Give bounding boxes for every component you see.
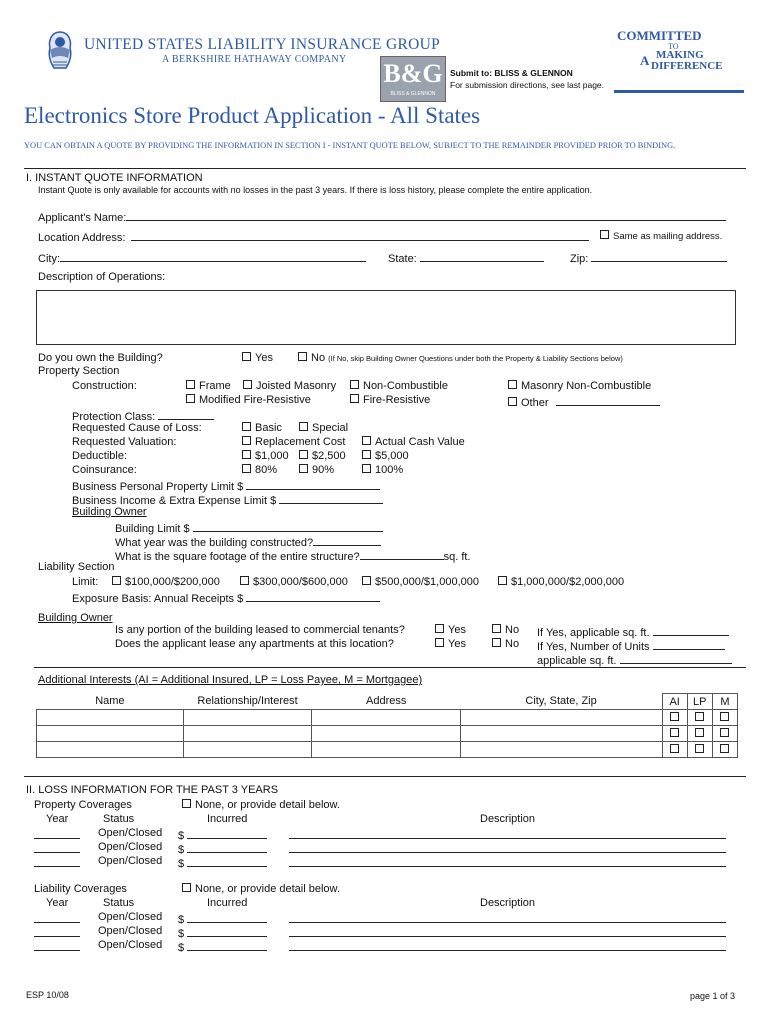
ai-address-cell[interactable] — [312, 726, 461, 742]
zip-row — [570, 250, 727, 265]
sqft-unit: sq. ft. — [443, 551, 471, 563]
opt-basic — [242, 422, 282, 434]
q1-no-checkbox[interactable] — [492, 624, 501, 633]
modified-label: Modified Fire-Resistive — [199, 394, 311, 406]
frame-checkbox[interactable] — [186, 380, 195, 389]
q2-no-checkbox[interactable] — [492, 638, 501, 647]
opt-fire-res — [350, 394, 430, 406]
bpp-field[interactable] — [246, 478, 380, 490]
same-mailing-checkbox[interactable] — [600, 230, 609, 239]
opt-frame — [186, 380, 231, 392]
lp-checkbox-cell — [687, 710, 712, 726]
ai-city-cell[interactable] — [461, 726, 663, 742]
state-row — [388, 250, 544, 265]
zip-field[interactable] — [591, 250, 727, 262]
eagle-seal-icon — [44, 28, 76, 74]
section1-note: Instant Quote is only available for accounts with no losses in the past 3 years. If there is loss history, please complete the entire application. — [38, 185, 593, 195]
list-item — [34, 855, 80, 870]
loss-status[interactable]: Open/Closed — [98, 855, 163, 867]
own-no — [298, 352, 623, 364]
m-checkbox-cell — [712, 742, 737, 758]
bpp-row — [72, 478, 380, 493]
q2-follow-row — [537, 638, 725, 653]
section2-rule — [24, 776, 746, 777]
table-row — [37, 742, 738, 758]
l2-checkbox[interactable] — [240, 576, 249, 585]
slogan-to: TO — [668, 42, 679, 51]
additional-interests-table — [36, 693, 738, 758]
additional-heading: Additional Interests (AI = Additional Insured, LP = Loss Payee, M = Mortgagee) — [38, 674, 423, 686]
ai-address-cell[interactable] — [312, 710, 461, 726]
opt-c1 — [242, 464, 277, 476]
slogan-a: A — [640, 53, 650, 68]
d2-label: $2,500 — [312, 450, 346, 462]
loss-description — [289, 939, 726, 954]
opt-replacement — [242, 436, 346, 448]
col-city: City, State, Zip — [525, 695, 597, 708]
opt-l1 — [112, 576, 220, 588]
loss-year-field[interactable] — [34, 925, 80, 937]
loss-year-field[interactable] — [34, 911, 80, 923]
submit-to: Submit to: BLISS & GLENNON — [450, 68, 573, 78]
opt-other — [508, 394, 660, 409]
fire-res-label: Fire-Resistive — [363, 394, 431, 406]
loss-incurred-field[interactable] — [187, 841, 267, 853]
property-none-label: None, or provide detail below. — [195, 799, 340, 811]
q2-follow-label: If Yes, Number of Units — [537, 641, 650, 653]
liability-cov-label: Liability Coverages — [34, 883, 127, 895]
year-built-label: What year was the building constructed? — [115, 537, 314, 549]
dollar-sign: $ — [178, 928, 185, 940]
sqft-field[interactable] — [360, 548, 444, 560]
bldg-limit-label: Building Limit $ — [115, 523, 190, 535]
special-checkbox[interactable] — [299, 422, 308, 431]
section1-rule — [24, 168, 746, 169]
q2-no-label: No — [505, 638, 520, 650]
ai-relationship-cell[interactable] — [183, 742, 312, 758]
additional-rule — [34, 667, 746, 668]
bg-logo-text: B&G — [383, 59, 443, 88]
state-label: State: — [388, 253, 417, 265]
location-row — [38, 229, 589, 244]
opt-c3 — [362, 464, 403, 476]
lp-checkbox-cell — [687, 726, 712, 742]
bldg-limit-field[interactable] — [193, 520, 383, 532]
lease-apartments-label: Does the applicant lease any apartments at this location? — [115, 638, 394, 650]
lease-commercial-label: Is any portion of the building leased to commercial tenants? — [115, 624, 405, 636]
d3-label: $5,000 — [375, 450, 409, 462]
q2-yes-label: Yes — [448, 638, 466, 650]
property-none-checkbox[interactable] — [182, 799, 191, 808]
l4-label: $1,000,000/$2,000,000 — [511, 576, 625, 588]
ai-checkbox[interactable] — [670, 712, 679, 721]
opt-d1 — [242, 450, 289, 462]
q2-follow2-row — [537, 652, 732, 667]
ai-checkbox-cell — [662, 726, 687, 742]
slogan-rule — [614, 90, 744, 93]
ai-name-cell[interactable] — [37, 726, 184, 742]
loss-description — [289, 827, 726, 842]
property-cov-label: Property Coverages — [34, 799, 132, 811]
ai-checkbox-cell — [662, 742, 687, 758]
l3-label: $500,000/$1,000,000 — [375, 576, 479, 588]
col-lp: LP — [687, 694, 712, 710]
fire-res-checkbox[interactable] — [350, 394, 359, 403]
section1-heading: I. INSTANT QUOTE INFORMATION — [26, 172, 203, 184]
property-incurred-header: Incurred — [207, 813, 248, 825]
liability-description-header: Description — [480, 897, 536, 909]
same-mailing-row — [600, 230, 722, 242]
opt-joisted — [243, 380, 336, 392]
description-label: Description of Operations: — [38, 271, 166, 283]
ai-city-cell[interactable] — [461, 710, 663, 726]
q2-follow2-label: applicable sq. ft. — [537, 655, 617, 667]
loss-status[interactable]: Open/Closed — [98, 939, 163, 951]
property-status-header: Status — [103, 813, 135, 825]
loss-description — [289, 855, 726, 870]
d1-checkbox[interactable] — [242, 450, 251, 459]
bi-label: Business Income & Extra Expense Limit $ — [72, 495, 277, 507]
q1-follow-row — [537, 624, 729, 639]
exposure-row — [72, 590, 380, 605]
loss-description-field[interactable] — [289, 855, 726, 867]
loss-incurred — [178, 855, 267, 870]
exposure-label: Exposure Basis: Annual Receipts $ — [72, 593, 244, 605]
loss-incurred-field[interactable] — [187, 925, 267, 937]
loss-incurred-field[interactable] — [187, 827, 267, 839]
liability-status-header: Status — [103, 897, 135, 909]
q2-no — [492, 638, 519, 650]
l1-checkbox[interactable] — [112, 576, 121, 585]
liability-year-header: Year — [46, 897, 69, 909]
modified-checkbox[interactable] — [186, 394, 195, 403]
opt-modified — [186, 394, 311, 406]
c1-checkbox[interactable] — [242, 464, 251, 473]
loss-incurred — [178, 939, 267, 954]
q1-yes-label: Yes — [448, 624, 466, 636]
ai-relationship-cell[interactable] — [183, 710, 312, 726]
table-header-row — [37, 694, 738, 710]
loss-description — [289, 911, 726, 926]
m-checkbox[interactable] — [720, 744, 729, 753]
loss-description — [289, 841, 726, 856]
coinsurance-label: Coinsurance: — [72, 464, 137, 476]
own-building-label: Do you own the Building? — [38, 352, 163, 364]
q1-yes — [435, 624, 466, 636]
q2-units-field[interactable] — [653, 638, 725, 650]
own-note: (If No, skip Building Owner Questions under both the Property & Liability Sections below) — [328, 354, 623, 363]
loss-year-field[interactable] — [34, 841, 80, 853]
loss-status[interactable]: Open/Closed — [98, 841, 163, 853]
liability-none-label: None, or provide detail below. — [195, 883, 340, 895]
sqft-label: What is the square footage of the entire structure? — [115, 551, 360, 563]
loss-incurred-field[interactable] — [187, 911, 267, 923]
liability-none — [182, 883, 340, 895]
q1-no-label: No — [505, 624, 520, 636]
page-number: page 1 of 3 — [690, 991, 736, 1001]
col-ai: AI — [662, 694, 687, 710]
m-checkbox-cell — [712, 710, 737, 726]
deductible-label: Deductible: — [72, 450, 128, 462]
list-item — [34, 827, 80, 842]
zip-label: Zip: — [570, 253, 589, 265]
lp-checkbox[interactable] — [695, 744, 704, 753]
same-mailing-label: Same as mailing address. — [613, 231, 723, 242]
loss-incurred — [178, 841, 267, 856]
form-number: ESP 10/08 — [26, 990, 69, 1000]
applicant-field[interactable] — [126, 209, 726, 221]
bg-logo-sub: BLISS & GLENNON — [390, 91, 436, 97]
own-no-label: No — [311, 352, 326, 364]
location-label: Location Address: — [38, 232, 126, 244]
year-built-row — [115, 534, 381, 549]
loss-incurred — [178, 911, 267, 926]
q1-yes-checkbox[interactable] — [435, 624, 444, 633]
q2-yes — [435, 638, 466, 650]
noncomb-checkbox[interactable] — [350, 380, 359, 389]
l1-label: $100,000/$200,000 — [125, 576, 220, 588]
lp-checkbox[interactable] — [695, 728, 704, 737]
liability-none-checkbox[interactable] — [182, 883, 191, 892]
slogan-committed: COMMITTED — [617, 28, 702, 43]
lp-checkbox[interactable] — [695, 712, 704, 721]
opt-c2 — [299, 464, 334, 476]
loss-description — [289, 925, 726, 940]
opt-d2 — [299, 450, 346, 462]
location-field[interactable] — [131, 229, 589, 241]
own-no-checkbox[interactable] — [298, 352, 307, 361]
m-checkbox[interactable] — [720, 728, 729, 737]
c3-label: 100% — [375, 464, 404, 476]
state-field[interactable] — [420, 250, 544, 262]
loss-status[interactable]: Open/Closed — [98, 925, 163, 937]
limit-label: Limit: — [72, 576, 99, 588]
acv-checkbox[interactable] — [362, 436, 371, 445]
bi-row — [72, 492, 383, 507]
q2-yes-checkbox[interactable] — [435, 638, 444, 647]
bldg-limit-row — [115, 520, 383, 535]
opt-noncomb — [350, 380, 448, 392]
q1-sqft-field[interactable] — [653, 624, 729, 636]
dollar-sign: $ — [178, 914, 185, 926]
property-year-header: Year — [46, 813, 69, 825]
q1-follow-label: If Yes, applicable sq. ft. — [537, 627, 650, 639]
other-field[interactable] — [556, 394, 660, 406]
loss-description-field[interactable] — [289, 841, 726, 853]
applicant-row — [38, 209, 726, 224]
d3-checkbox[interactable] — [362, 450, 371, 459]
section2-heading: II. LOSS INFORMATION FOR THE PAST 3 YEARS — [26, 784, 279, 796]
col-address: Address — [366, 695, 407, 708]
replacement-label: Replacement Cost — [255, 436, 346, 448]
d2-checkbox[interactable] — [299, 450, 308, 459]
dollar-sign: $ — [178, 858, 185, 870]
city-row — [38, 250, 366, 265]
l4-checkbox[interactable] — [498, 576, 507, 585]
ai-address-cell[interactable] — [312, 742, 461, 758]
submit-note: For submission directions, see last page. — [450, 80, 605, 90]
property-none — [182, 799, 340, 811]
own-yes — [242, 352, 273, 364]
q1-no — [492, 624, 519, 636]
ai-city-cell[interactable] — [461, 742, 663, 758]
noncomb-label: Non-Combustible — [363, 380, 448, 392]
c2-checkbox[interactable] — [299, 464, 308, 473]
loss-description-field[interactable] — [289, 925, 726, 937]
liability-heading: Liability Section — [38, 561, 115, 573]
l3-checkbox[interactable] — [362, 576, 371, 585]
q2-sqft-field[interactable] — [620, 652, 732, 664]
special-label: Special — [312, 422, 349, 434]
dollar-sign: $ — [178, 830, 185, 842]
ai-checkbox[interactable] — [670, 728, 679, 737]
replacement-checkbox[interactable] — [242, 436, 251, 445]
own-yes-label: Yes — [255, 352, 273, 364]
property-description-header: Description — [480, 813, 536, 825]
ai-checkbox[interactable] — [670, 744, 679, 753]
table-row — [37, 710, 738, 726]
protection-field[interactable] — [158, 408, 214, 420]
city-label: City: — [38, 253, 60, 265]
joisted-label: Joisted Masonry — [256, 380, 337, 392]
bpp-label: Business Personal Property Limit $ — [72, 481, 244, 493]
other-label: Other — [521, 397, 549, 409]
col-relationship: Relationship/Interest — [197, 695, 298, 708]
loss-description-field[interactable] — [289, 827, 726, 839]
opt-d3 — [362, 450, 409, 462]
list-item — [34, 939, 80, 954]
c3-checkbox[interactable] — [362, 464, 371, 473]
loss-description-field[interactable] — [289, 939, 726, 951]
m-checkbox[interactable] — [720, 712, 729, 721]
bi-field[interactable] — [279, 492, 383, 504]
col-m: M — [712, 694, 737, 710]
table-row — [37, 726, 738, 742]
dollar-sign: $ — [178, 844, 185, 856]
protection-row — [72, 408, 214, 423]
ai-name-cell[interactable] — [37, 710, 184, 726]
lp-checkbox-cell — [687, 742, 712, 758]
opt-l4 — [498, 576, 624, 588]
loss-incurred-field[interactable] — [187, 939, 267, 951]
valuation-label: Requested Valuation: — [72, 436, 177, 448]
loss-year-field[interactable] — [34, 855, 80, 867]
masonry-nc-checkbox[interactable] — [508, 380, 517, 389]
loss-description-field[interactable] — [289, 911, 726, 923]
opt-acv — [362, 436, 465, 448]
col-name: Name — [95, 695, 125, 708]
cause-label: Requested Cause of Loss: — [72, 422, 202, 434]
subtitle: YOU CAN OBTAIN A QUOTE BY PROVIDING THE INFORMATION IN SECTION I - INSTANT QUOTE BELOW, SUBJECT TO THE REMAINDER PROVIDED PRIOR TO BINDING. — [24, 141, 676, 150]
loss-status[interactable]: Open/Closed — [98, 911, 163, 923]
description-box[interactable] — [36, 290, 736, 345]
list-item — [34, 911, 80, 926]
sqft-row — [115, 548, 471, 563]
loss-incurred-field[interactable] — [187, 855, 267, 867]
opt-l2 — [240, 576, 348, 588]
opt-special — [299, 422, 348, 434]
exposure-field[interactable] — [246, 590, 380, 602]
c1-label: 80% — [255, 464, 278, 476]
liability-owner-heading: Building Owner — [38, 612, 113, 624]
loss-year-field[interactable] — [34, 939, 80, 951]
slogan-difference: DIFFERENCE — [651, 60, 723, 72]
parent-company: A BERKSHIRE HATHAWAY COMPANY — [162, 54, 347, 65]
protection-label: Protection Class: — [72, 411, 156, 423]
page-title: Electronics Store Product Application - All States — [24, 103, 481, 128]
dollar-sign: $ — [178, 942, 185, 954]
bg-logo — [380, 56, 446, 102]
basic-checkbox[interactable] — [242, 422, 251, 431]
company-name: UNITED STATES LIABILITY INSURANCE GROUP — [84, 36, 441, 53]
loss-status[interactable]: Open/Closed — [98, 827, 163, 839]
loss-incurred — [178, 925, 267, 940]
frame-label: Frame — [199, 380, 231, 392]
acv-label: Actual Cash Value — [375, 436, 465, 448]
list-item — [34, 841, 80, 856]
applicant-label: Applicant's Name: — [38, 212, 127, 224]
own-yes-checkbox[interactable] — [242, 352, 251, 361]
l2-label: $300,000/$600,000 — [253, 576, 348, 588]
loss-year-field[interactable] — [34, 827, 80, 839]
joisted-checkbox[interactable] — [243, 380, 252, 389]
basic-label: Basic — [255, 422, 282, 434]
ai-checkbox-cell — [662, 710, 687, 726]
liability-incurred-header: Incurred — [207, 897, 248, 909]
city-field[interactable] — [60, 250, 366, 262]
m-checkbox-cell — [712, 726, 737, 742]
list-item — [34, 925, 80, 940]
property-owner-heading: Building Owner — [72, 506, 147, 518]
loss-incurred — [178, 827, 267, 842]
other-checkbox[interactable] — [508, 397, 517, 406]
property-heading: Property Section — [38, 365, 120, 377]
opt-l3 — [362, 576, 479, 588]
year-built-field[interactable] — [313, 534, 381, 546]
d1-label: $1,000 — [255, 450, 289, 462]
masonry-nc-label: Masonry Non-Combustible — [521, 380, 652, 392]
c2-label: 90% — [312, 464, 335, 476]
opt-masonry-nc — [508, 380, 651, 392]
ai-name-cell[interactable] — [37, 742, 184, 758]
slogan-making: MAKING — [656, 49, 704, 61]
ai-relationship-cell[interactable] — [183, 726, 312, 742]
construction-label: Construction: — [72, 380, 137, 392]
